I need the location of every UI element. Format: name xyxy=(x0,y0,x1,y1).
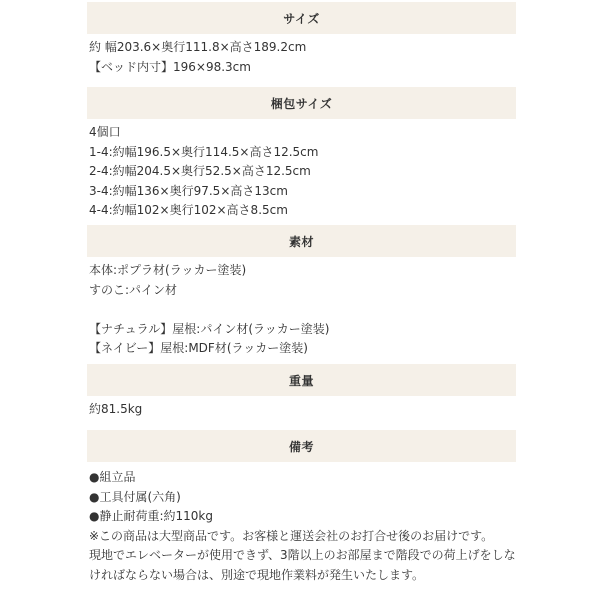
size-section-body xyxy=(89,38,529,77)
notes-load-line: ●静止耐荷重:約110kg xyxy=(89,509,213,524)
weight-section-body xyxy=(89,400,529,420)
material-spacer xyxy=(89,300,529,320)
size-dimensions-line: 約 幅203.6×奥行111.8×高さ189.2cm xyxy=(89,40,307,54)
notes-section-body xyxy=(89,468,529,586)
material-section-body xyxy=(89,261,529,359)
notes-elevator-line: 現地でエレベーターが使用できず、3階以上のお部屋まで階段での荷上げをしな xyxy=(89,548,516,563)
material-navy-roof-line: 【ネイビー】屋根:MDF材(ラッカー塗装) xyxy=(89,341,308,356)
bed-inner-size-line: 【ベッド内寸】196×98.3cm xyxy=(89,59,251,74)
notes-tool-line: ●工具付属(六角) xyxy=(89,489,181,504)
package-line-4: 4-4:約幅102×奥行102×高さ8.5cm xyxy=(89,203,288,218)
material-body-line: 本体:ポプラ材(ラッカー塗装) xyxy=(89,263,247,277)
package-line-3: 3-4:約幅136×奥行97.5×高さ13cm xyxy=(89,183,288,198)
package-size-section-header: 梱包サイズ xyxy=(87,87,516,119)
weight-section-header: 重量 xyxy=(87,364,516,396)
package-line-1: 1-4:約幅196.5×奥行114.5×高さ12.5cm xyxy=(89,144,319,159)
package-line-2: 2-4:約幅204.5×奥行52.5×高さ12.5cm xyxy=(89,164,311,179)
material-section-header: 素材 xyxy=(87,225,516,257)
material-natural-roof-line: 【ナチュラル】屋根:パイン材(ラッカー塗装) xyxy=(89,321,330,336)
notes-large-item-line: ※この商品は大型商品です。お客様と運送会社のお打合せ後のお届けです。 xyxy=(89,528,494,543)
package-size-section-body xyxy=(89,123,529,221)
weight-value-line: 約81.5kg xyxy=(89,402,143,416)
package-count-line: 4個口 xyxy=(89,125,121,139)
size-section-header: サイズ xyxy=(87,2,516,34)
notes-fee-line: ければならない場合は、別途で現地作業料が発生いたします。 xyxy=(89,567,425,582)
notes-assembly-line: ●組立品 xyxy=(89,470,136,484)
notes-section-header: 備考 xyxy=(87,430,516,462)
material-slats-line: すのこ:パイン材 xyxy=(89,282,178,297)
